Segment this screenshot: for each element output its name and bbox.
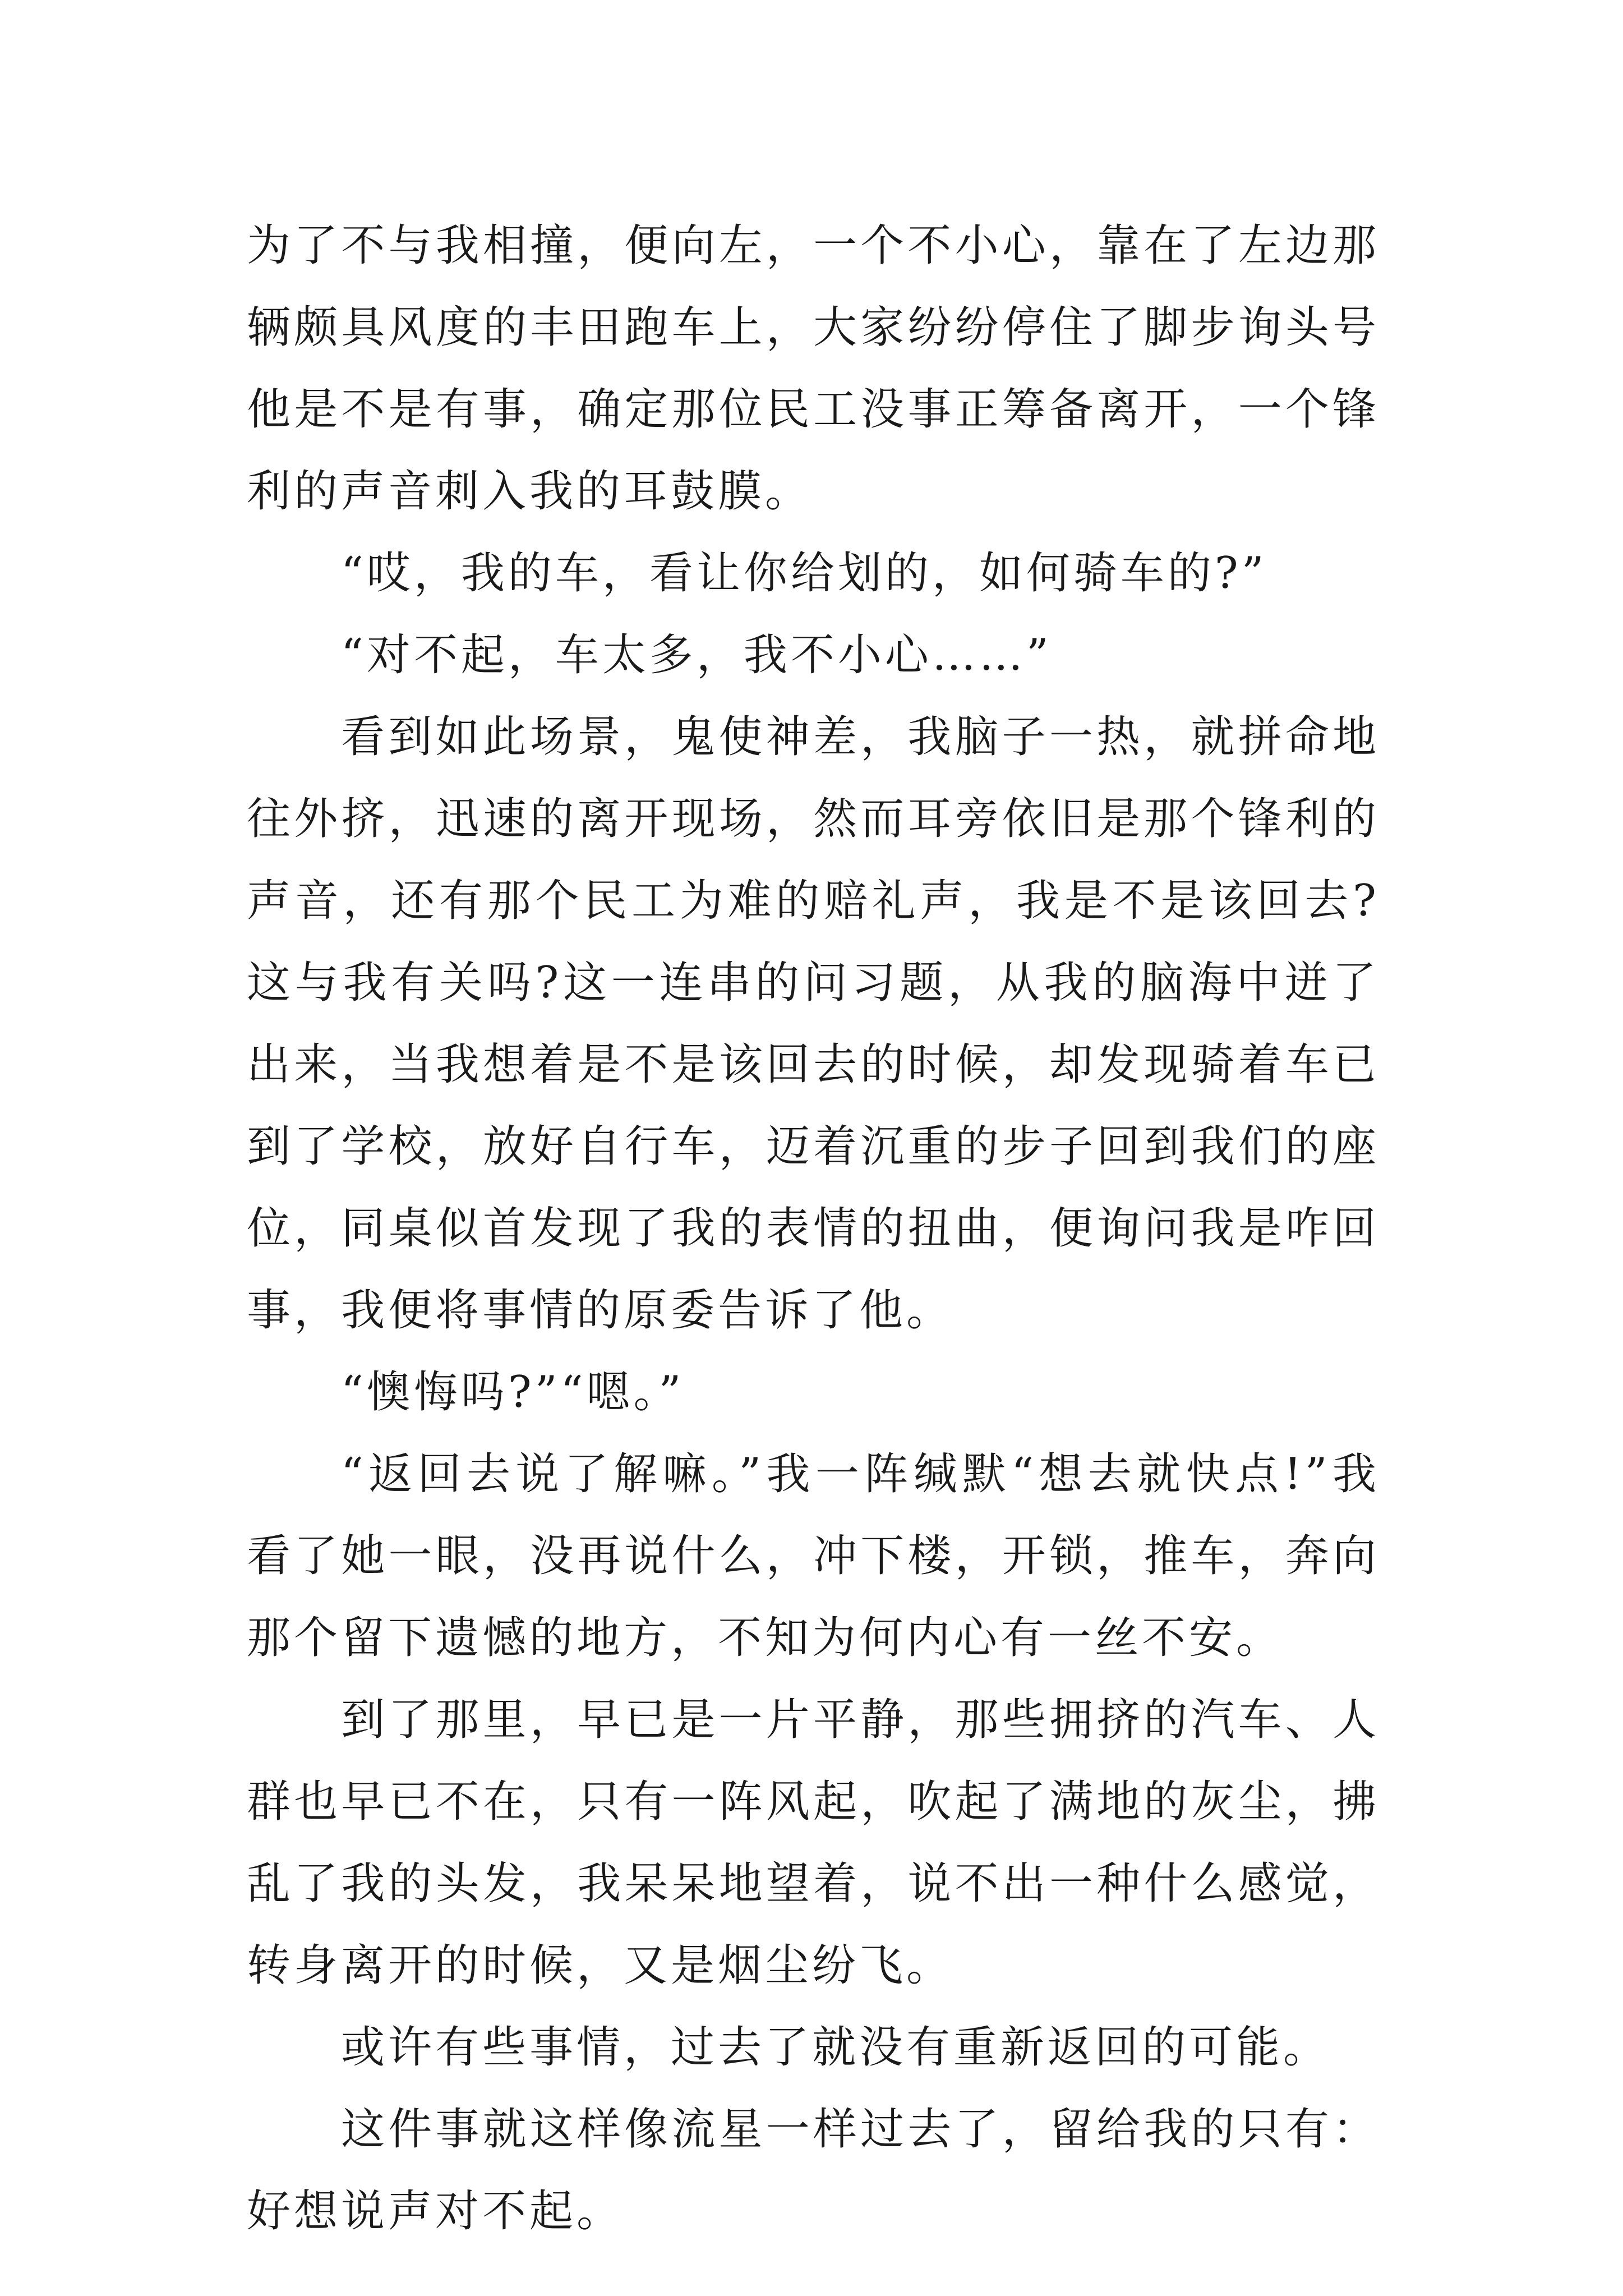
paragraph-8: 或许有些事情，过去了就没有重新返回的可能。	[341, 2022, 1331, 2073]
paragraph-3: “对不起，车太多，我不小心……”	[341, 630, 1052, 680]
article-body	[247, 205, 1380, 2252]
paragraph-1: 为了不与我相撞，便向左，一个不小心，靠在了左边那辆颇具风度的丰田跑车上，大家纷纷停住了脚步询头号他是不是有事，确定那位民工没事正筹备离开，一个锋利的声音刺入我的耳鼓膜。	[247, 220, 1380, 517]
paragraph-4: 看到如此场景，鬼使神差，我脑子一热，就拼命地往外挤，迅速的离开现场，然而耳旁依旧是那个锋利的声音，还有那个民工为难的赔礼声，我是不是该回去?这与我有关吗?这一连串的问习题，从我的脑海中迸了出来，当我想着是不是该回去的时候，却发现骑着车已到了学校，放好自行车，迈着沉重的步子回到我们的座位，同桌似首发现了我的表情的扭曲，便询问我是咋回事，我便将事情的原委告诉了他。	[247, 712, 1380, 1336]
paragraph-2: “哎，我的车，看让你给划的，如何骑车的?”	[341, 548, 1267, 599]
paragraph-6: “返回去说了解嘛。”我一阵缄默“想去就快点!”我看了她一眼，没再说什么，冲下楼，开锁，推车，奔向那个留下遗憾的地方，不知为何内心有一丝不安。	[247, 1449, 1380, 1663]
paragraph-7: 到了那里，早已是一片平静，那些拥挤的汽车、人群也早已不在，只有一阵风起，吹起了满地的灰尘，拂乱了我的头发，我呆呆地望着，说不出一种什么感觉，转身离开的时候，又是烟尘纷飞。	[247, 1695, 1380, 1991]
paragraph-5: “懊悔吗?”“嗯。”	[341, 1367, 685, 1418]
paragraph-9: 这件事就这样像流星一样过去了，留给我的只有：好想说声对不起。	[247, 2104, 1380, 2237]
